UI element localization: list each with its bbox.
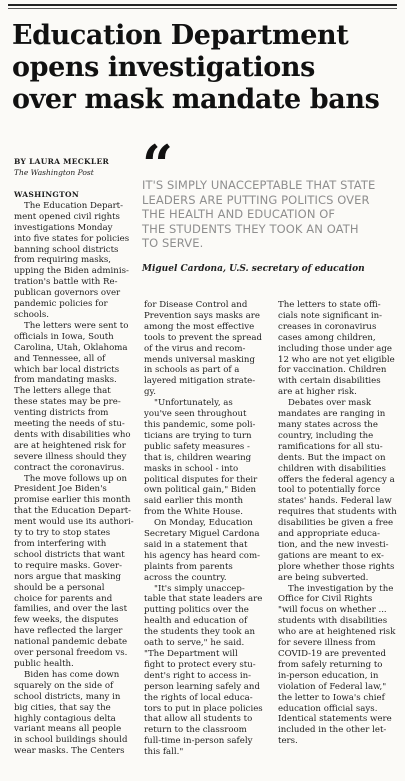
article-line: from requiring masks, — [14, 255, 111, 266]
article-line: the students they took an — [144, 627, 255, 638]
article-line: masks in school - into — [144, 463, 239, 474]
article-line: should be a personal — [14, 582, 105, 593]
article-line: school districts, many in — [14, 691, 121, 702]
article-line: tors to put in place policies — [144, 703, 263, 714]
article-column-2 — [144, 300, 269, 758]
article-line: few weeks, the disputes — [14, 615, 119, 626]
article-line: requires that students with — [278, 507, 397, 518]
article-line: dents. But the impact on — [278, 452, 386, 463]
pull-quote-line: IT'S SIMPLY UNACCEPTABLE THAT STATE — [142, 178, 376, 192]
pull-quote-line: TO SERVE. — [142, 236, 204, 250]
article-column-3 — [278, 300, 398, 747]
article-line: ters. — [278, 736, 298, 747]
article-line: gations are meant to ex- — [278, 550, 384, 561]
dateline: WASHINGTON — [14, 190, 80, 199]
article-line: this fall." — [144, 747, 184, 758]
article-line: severe illness should they — [14, 451, 127, 462]
pull-quote — [142, 178, 397, 251]
article-line: dents with disabilities who — [14, 429, 131, 440]
top-rule — [8, 4, 397, 6]
article-line: violation of Federal law," — [278, 681, 387, 692]
pull-quote-line: THE HEALTH AND EDUCATION OF — [142, 207, 336, 221]
article-line: country, including the — [278, 430, 374, 441]
article-line: that allow all students to — [144, 714, 253, 725]
article-line: highly contagious delta — [14, 713, 116, 724]
byline-author: BY LAURA MECKLER — [14, 157, 109, 166]
article-line: into five states for policies — [14, 233, 130, 244]
article-line: The letters were sent to — [24, 320, 129, 331]
article-line: tools to prevent the spread — [144, 332, 262, 343]
article-line: and Tennessee, all of — [14, 353, 106, 364]
article-line: 12 who are not yet eligible — [278, 354, 395, 365]
article-line: The investigation by the — [288, 583, 394, 594]
article-line: said in a statement that — [144, 539, 248, 550]
article-line: The letters allege that — [14, 386, 111, 397]
article-line: ty to try to stop states — [14, 528, 111, 539]
article-line: On Monday, Education — [154, 518, 253, 529]
article-line: mends universal masking — [144, 354, 255, 365]
article-line: meeting the needs of stu- — [14, 419, 125, 430]
article-line: political disputes for their — [144, 474, 258, 485]
article-line: these states may be pre- — [14, 397, 121, 408]
headline-line: opens investigations — [12, 52, 315, 83]
article-line: investigations Monday — [14, 222, 113, 233]
article-line: from the White House. — [144, 507, 243, 518]
article-line: plore whether those rights — [278, 561, 395, 572]
article-line: ticians are trying to turn — [144, 430, 252, 441]
article-line: tration's battle with Re- — [14, 277, 118, 288]
article-line: nors argue that masking — [14, 571, 122, 582]
article-line: Office for Civil Rights — [278, 594, 373, 605]
article-line: offers the federal agency a — [278, 474, 395, 485]
headline-line: Education Department — [12, 20, 349, 51]
article-line: plaints from parents — [144, 561, 233, 572]
article-line: upping the Biden adminis- — [14, 266, 129, 277]
article-line: fight to protect every stu- — [144, 659, 256, 670]
article-line: to require masks. Gover- — [14, 560, 123, 571]
headline-line: over mask mandate bans — [12, 84, 380, 115]
article-column-1 — [14, 190, 136, 757]
article-line: table that state leaders are — [144, 594, 263, 605]
article-line: Biden has come down — [24, 669, 120, 680]
article-line: person learning safely and — [144, 681, 260, 692]
article-line: for vaccination. Children — [278, 365, 387, 376]
article-line: layered mitigation strate- — [144, 376, 256, 387]
pull-quote-line: LEADERS ARE PUTTING POLITICS OVER — [142, 192, 370, 207]
article-line: "Unfortunately, as — [154, 398, 233, 409]
article-line: you've seen throughout — [144, 409, 247, 420]
article-line: have reflected the larger — [14, 626, 123, 637]
article-line: putting politics over the — [144, 605, 249, 616]
article-line: national pandemic debate — [14, 637, 128, 648]
article-line: wear masks. The Centers — [14, 746, 125, 757]
article-line: pandemic policies for — [14, 299, 108, 310]
pull-quote-line: THE STUDENTS THEY TOOK AN OATH — [142, 221, 359, 236]
article-line: said earlier this month — [144, 496, 243, 507]
article-line: choice for parents and — [14, 593, 113, 604]
article-line: are being subverted. — [278, 572, 369, 583]
article-line: of the virus and recom- — [144, 343, 246, 354]
article-line: tion, and the new investi- — [278, 539, 389, 550]
article-line: families, and over the last — [14, 604, 128, 615]
article-line: The move follows up on — [24, 473, 128, 484]
article-line: creases in coronavirus — [278, 321, 377, 332]
top-rule-thin — [8, 8, 397, 9]
article-line: among the most effective — [144, 321, 255, 332]
byline-organization: The Washington Post — [14, 168, 94, 177]
article-line: mandates are ranging in — [278, 409, 386, 420]
article-line: the letter to Iowa's chief — [278, 692, 385, 703]
article-line: President Joe Biden's — [14, 484, 107, 495]
article-line: cases among children, — [278, 332, 376, 343]
article-line: gy. — [144, 387, 156, 398]
article-line: ment would use its authori- — [14, 517, 134, 528]
article-line: students with disabilities — [278, 616, 388, 627]
article-line: Prevention says masks are — [144, 310, 260, 321]
article-line: "The Department will — [144, 649, 238, 659]
article-line: from interfering with — [14, 539, 107, 549]
article-line: in school buildings should — [14, 735, 128, 746]
article-line: ramifications for all stu- — [278, 441, 383, 452]
article-line: banning school districts — [14, 244, 119, 255]
article-line: promise earlier this month — [14, 495, 131, 506]
article-line: that the Education Depart- — [14, 506, 132, 517]
article-line: are at higher risk. — [278, 387, 357, 398]
article-line: education official says. — [278, 703, 378, 714]
article-line: across the country. — [144, 572, 227, 583]
article-line: Identical statements were — [278, 714, 392, 725]
article-line: full-time in-person safely — [144, 736, 253, 747]
article-line: this pandemic, some poli- — [144, 419, 256, 430]
article-line: school districts that want — [14, 549, 125, 560]
article-line: and appropriate educa- — [278, 529, 381, 540]
article-line: with certain disabilities — [278, 376, 381, 387]
article-line: the rights of local educa- — [144, 692, 253, 703]
article-line: "will focus on whether ... — [278, 605, 387, 616]
article-line: health and education of — [144, 616, 248, 627]
article-line: big cities, that say the — [14, 702, 111, 713]
article-line: for Disease Control and — [144, 300, 248, 310]
headline — [12, 20, 397, 116]
article-line: Debates over mask — [288, 398, 372, 409]
article-line: The letters to state offi- — [278, 300, 381, 310]
article-line: states' hands. Federal law — [278, 496, 392, 507]
article-line: COVID-19 are prevented — [278, 649, 386, 659]
article-line: public safety measures - — [144, 441, 250, 452]
article-line: many states across the — [278, 419, 378, 430]
article-line: his agency has heard com- — [144, 550, 260, 561]
article-line: publican governors over — [14, 288, 121, 299]
article-line: dent's right to access in- — [144, 670, 252, 681]
article-line: for severe illness from — [278, 638, 376, 649]
article-line: cials note significant in- — [278, 310, 383, 321]
article-line: which bar local districts — [14, 364, 120, 375]
article-line: officials in Iowa, South — [14, 331, 114, 342]
article-line: over personal freedom vs. — [14, 648, 128, 659]
article-line: ment opened civil rights — [14, 211, 120, 222]
article-line: "It's simply unaccep- — [154, 583, 245, 594]
article-line: from mandating masks. — [14, 375, 117, 386]
byline — [14, 156, 109, 178]
article-line: own political gain," Biden — [144, 485, 257, 496]
quote-mark-icon: “ — [142, 133, 174, 197]
article-line: venting districts from — [14, 408, 109, 419]
article-line: included in the other let- — [278, 725, 387, 736]
article-line: public health. — [14, 658, 74, 669]
article-line: including those under age — [278, 343, 392, 354]
article-line: The Education Depart- — [24, 200, 124, 211]
article-line: squarely on the side of — [14, 680, 114, 691]
article-line: children with disabilities — [278, 463, 386, 474]
article-line: contract the coronavirus. — [14, 462, 125, 473]
article-line: Carolina, Utah, Oklahoma — [14, 342, 128, 353]
pull-quote-attribution: Miguel Cardona, U.S. secretary of education — [142, 264, 365, 274]
article-line: are at heightened risk for — [14, 440, 126, 451]
article-line: disabilities be given a free — [278, 518, 394, 529]
article-line: return to the classroom — [144, 725, 247, 736]
article-line: tool to potentially force — [278, 485, 381, 496]
article-line: in schools as part of a — [144, 365, 240, 376]
article-line: Secretary Miguel Cardona — [144, 529, 260, 540]
article-line: in-person education, in — [278, 670, 379, 681]
article-line: oath to serve," he said. — [144, 638, 245, 649]
article-line: who are at heightened risk — [278, 627, 396, 638]
article-line: schools. — [14, 309, 49, 320]
article-line: that is, children wearing — [144, 452, 252, 463]
article-line: variant means all people — [14, 724, 122, 735]
article-line: from safely returning to — [278, 659, 383, 670]
